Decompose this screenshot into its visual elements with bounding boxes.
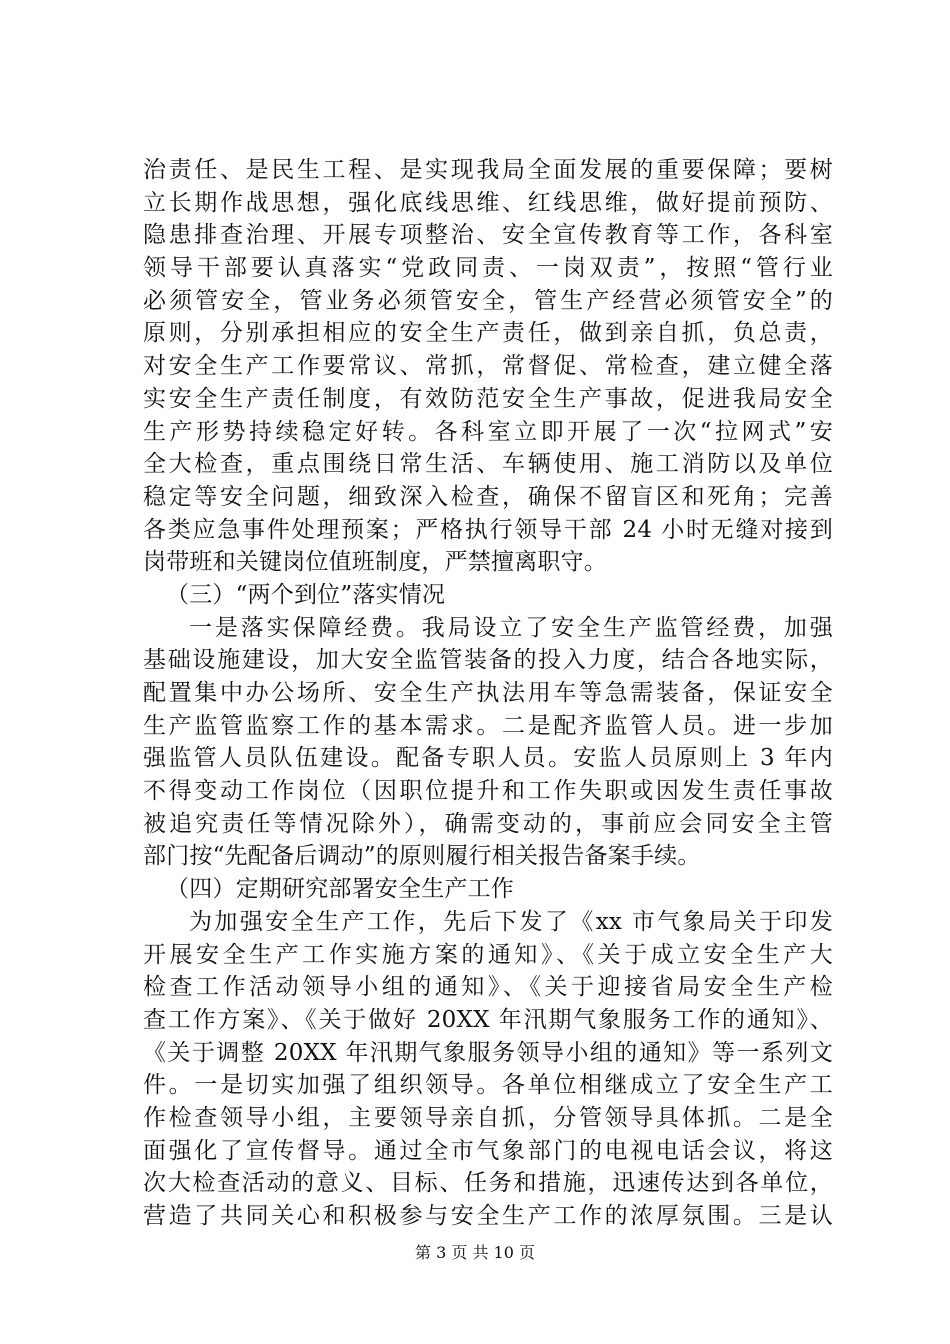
text-line: 不得变动工作岗位（因职位提升和工作失职或因发生责任事故 xyxy=(143,778,833,805)
section-heading: （三）“两个到位”落实情况 xyxy=(166,581,446,608)
text-line: 面强化了宣传督导。通过全市气象部门的电视电话会议，将这 xyxy=(143,1137,833,1164)
text-line: 作检查领导小组，主要领导亲自抓，分管领导具体抓。二是全 xyxy=(143,1104,833,1131)
text-line: 件。一是切实加强了组织领导。各单位相继成立了安全生产工 xyxy=(143,1072,833,1099)
text-line: 基础设施建设，加大安全监管装备的投入力度，结合各地实际， xyxy=(143,647,833,674)
text-line: 实安全生产责任制度，有效防范安全生产事故，促进我局安全 xyxy=(143,385,833,412)
text-line: 必须管安全，管业务必须管安全，管生产经营必须管安全”的 xyxy=(143,287,833,314)
text-line: 立长期作战思想，强化底线思维、红线思维，做好提前预防、 xyxy=(143,189,833,216)
paragraph-first-line: 一是落实保障经费。我局设立了安全生产监管经费，加强 xyxy=(189,614,833,641)
text-line: 各类应急事件处理预案；严格执行领导干部 24 小时无缝对接到 xyxy=(143,516,833,543)
paragraph-last-line: 岗带班和关键岗位值班制度，严禁擅离职守。 xyxy=(143,549,607,576)
text-line: 次大检查活动的意义、目标、任务和措施，迅速传达到各单位， xyxy=(143,1170,833,1197)
text-line: 检查工作活动领导小组的通知》、《关于迎接省局安全生产检 xyxy=(143,974,833,1001)
text-line: 治责任、是民生工程、是实现我局全面发展的重要保障；要树 xyxy=(143,157,833,183)
text-line: 对安全生产工作要常议、常抓，常督促、常检查，建立健全落 xyxy=(143,353,833,380)
paragraph-last-line: 部门按“先配备后调动”的原则履行相关报告备案手续。 xyxy=(143,843,701,870)
text-line: 被追究责任等情况除外），确需变动的，事前应会同安全主管 xyxy=(143,810,833,837)
text-line: 原则，分别承担相应的安全生产责任，做到亲自抓，负总责， xyxy=(143,320,833,347)
text-line: 开展安全生产工作实施方案的通知》、《关于成立安全生产大 xyxy=(143,941,833,968)
page-number-footer: 第 3 页 共 10 页 xyxy=(415,1243,535,1262)
text-line: 《关于调整 20XX 年汛期气象服务领导小组的通知》等一系列文 xyxy=(143,1039,833,1066)
text-line: 生产监管监察工作的基本需求。二是配齐监管人员。进一步加 xyxy=(143,712,833,739)
text-line: 隐患排查治理、开展专项整治、安全宣传教育等工作，各科室 xyxy=(143,222,833,249)
document-body xyxy=(143,154,833,1233)
text-line: 全大检查，重点围绕日常生活、车辆使用、施工消防以及单位 xyxy=(143,451,833,478)
text-line: 查工作方案》、《关于做好 20XX 年汛期气象服务工作的通知》、 xyxy=(143,1006,833,1033)
text-line: 生产形势持续稳定好转。各科室立即开展了一次“拉网式”安 xyxy=(143,418,833,445)
text-line: 强监管人员队伍建设。配备专职人员。安监人员原则上 3 年内 xyxy=(143,745,833,772)
text-line: 领导干部要认真落实“党政同责、一岗双责”，按照“管行业 xyxy=(143,255,833,282)
text-line: 营造了共同关心和积极参与安全生产工作的浓厚氛围。三是认 xyxy=(143,1203,833,1229)
text-line: 配置集中办公场所、安全生产执法用车等急需装备，保证安全 xyxy=(143,680,833,706)
section-heading: （四）定期研究部署安全生产工作 xyxy=(166,876,514,903)
text-line: 稳定等安全问题，细致深入检查，确保不留盲区和死角；完善 xyxy=(143,483,833,510)
paragraph-first-line: 为加强安全生产工作，先后下发了《xx 市气象局关于印发 xyxy=(189,908,833,935)
